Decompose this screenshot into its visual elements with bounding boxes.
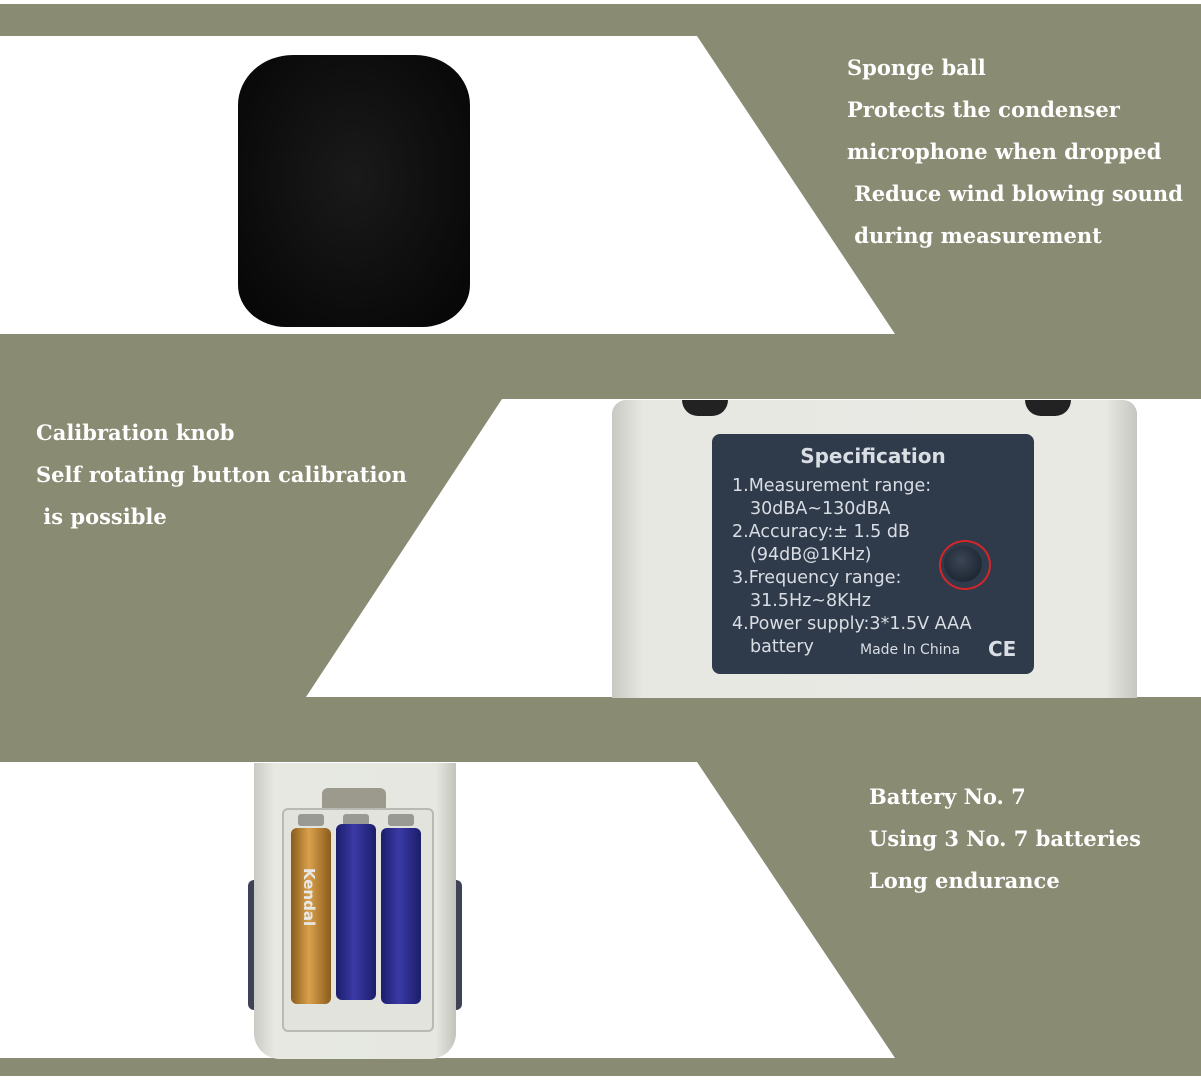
- battery-cover-tab: [322, 788, 386, 810]
- battery-contact: [298, 814, 324, 826]
- spec-line: 1.Measurement range:: [732, 476, 932, 496]
- battery-brand-label: Kendal: [300, 867, 319, 927]
- sponge-caption-line: during measurement: [847, 223, 1102, 248]
- battery-caption-line: Using 3 No. 7 batteries: [869, 826, 1141, 851]
- spec-line: 30dBA~130dBA: [750, 499, 891, 519]
- sponge-caption-line: Protects the condenser: [847, 97, 1120, 122]
- aaa-battery: [336, 824, 376, 1000]
- battery-caption: [869, 776, 1141, 902]
- sponge-caption-line: Reduce wind blowing sound: [847, 181, 1183, 206]
- aaa-battery: [381, 828, 421, 1004]
- spec-line: 4.Power supply:3*1.5V AAA: [732, 614, 972, 634]
- calibration-knob-highlight-circle: [939, 540, 991, 590]
- sponge-ball-image: [238, 55, 470, 327]
- calibration-caption-line: Self rotating button calibration: [36, 462, 407, 487]
- bottom-border: [0, 1076, 1201, 1082]
- ce-mark-icon: CE: [988, 637, 1017, 661]
- top-border: [0, 0, 1201, 4]
- spec-title: Specification: [800, 444, 946, 468]
- battery-caption-line: Long endurance: [869, 868, 1060, 893]
- spec-line: (94dB@1KHz): [750, 545, 872, 565]
- made-in-label: Made In China: [860, 642, 961, 658]
- battery-contact: [388, 814, 414, 826]
- battery-caption-line: Battery No. 7: [869, 784, 1026, 809]
- spec-line: 31.5Hz~8KHz: [750, 591, 871, 611]
- calibration-caption-line: Calibration knob: [36, 420, 235, 445]
- spec-line: 2.Accuracy:± 1.5 dB: [732, 522, 910, 542]
- spec-line: 3.Frequency range:: [732, 568, 902, 588]
- sponge-caption: [847, 47, 1183, 257]
- sponge-caption-line: Sponge ball: [847, 55, 986, 80]
- spec-line: battery: [750, 637, 814, 657]
- calibration-caption-line: is possible: [36, 504, 167, 529]
- calibration-caption: [36, 412, 407, 538]
- sponge-caption-line: microphone when dropped: [847, 139, 1162, 164]
